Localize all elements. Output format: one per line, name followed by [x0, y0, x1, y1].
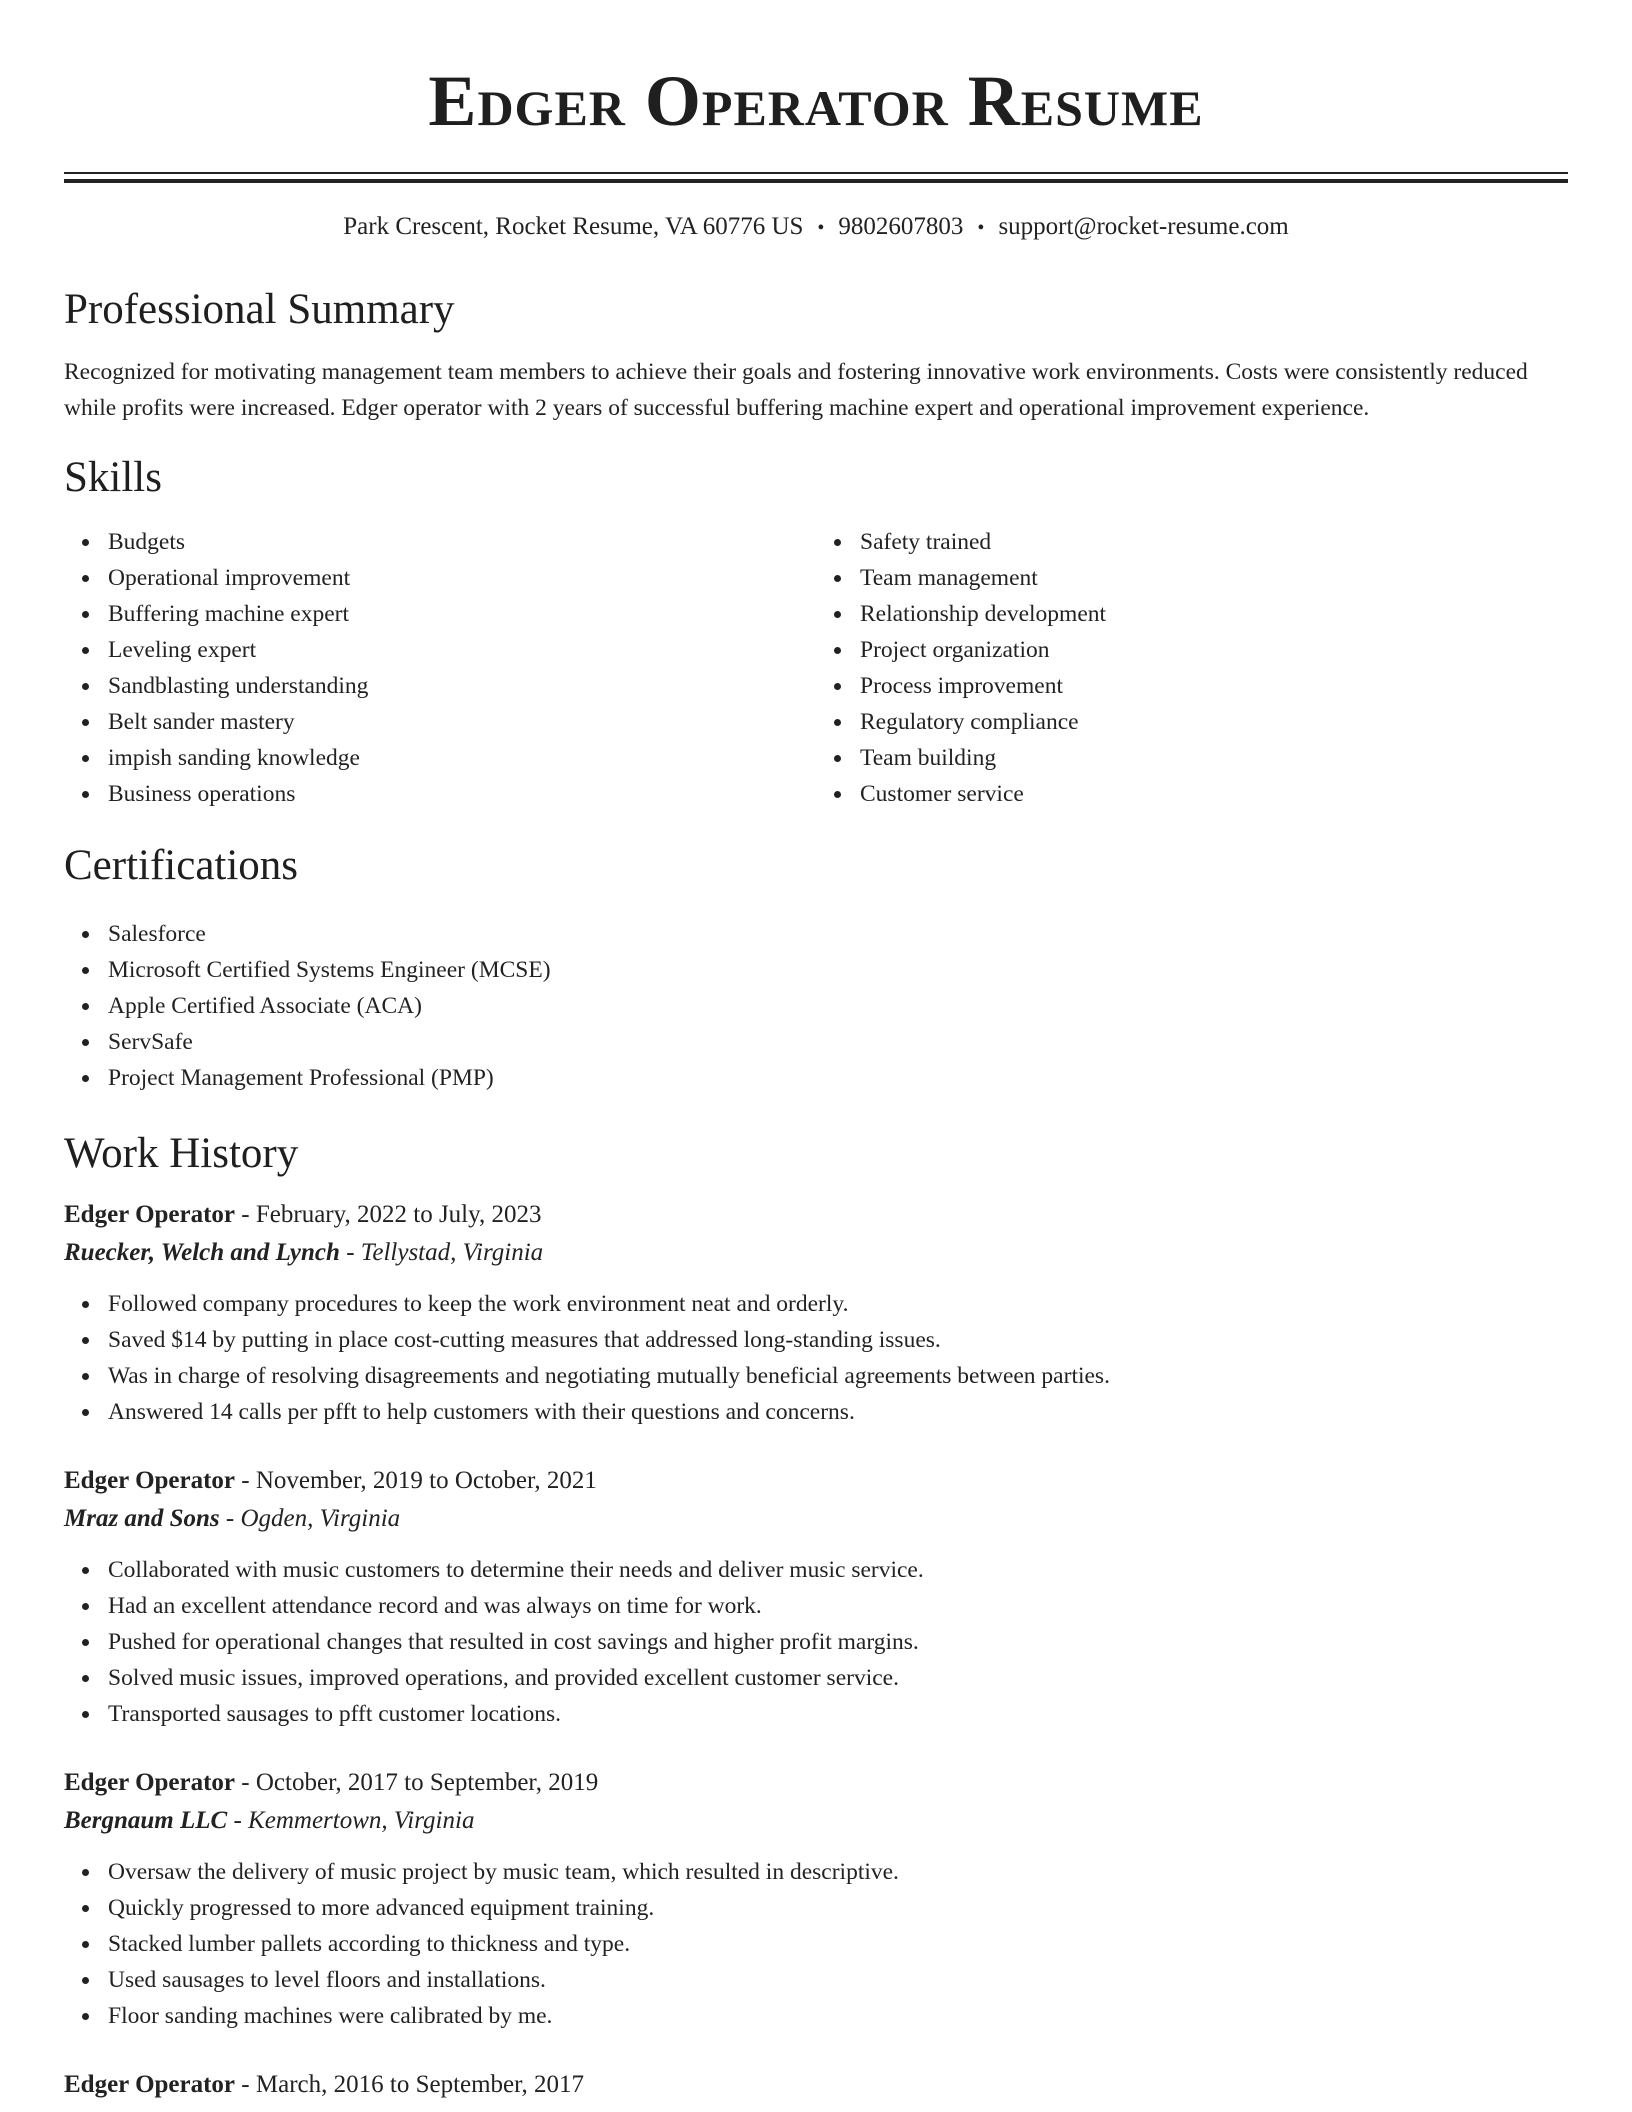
contact-address: Park Crescent, Rocket Resume, VA 60776 US	[343, 213, 804, 240]
job-location: - Tellystad, Virginia	[339, 1239, 544, 1266]
certification-item: Apple Certified Associate (ACA)	[108, 988, 1568, 1024]
job-bullet: Collaborated with music customers to determine their needs and deliver music service.	[108, 1552, 1568, 1588]
job-title-line	[64, 2066, 1568, 2104]
skills-list-right	[816, 524, 1568, 812]
skill-item: Process improvement	[860, 668, 1568, 704]
skill-item: Sandblasting understanding	[108, 668, 816, 704]
job-bullet: Used sausages to level floors and installations.	[108, 1962, 1568, 1998]
job-company: Ruecker, Welch and Lynch	[64, 1239, 340, 1266]
job-title-line	[64, 1764, 1568, 1802]
skills-section	[64, 452, 1568, 812]
job-bullets	[64, 1552, 1568, 1732]
certification-item: Microsoft Certified Systems Engineer (MCSE)	[108, 952, 1568, 988]
certifications-section	[64, 840, 1568, 1096]
job-location: - Kemmertown, Virginia	[227, 1807, 475, 1834]
job-bullet: Pushed for operational changes that resulted in cost savings and higher profit margins.	[108, 1624, 1568, 1660]
contact-line	[64, 211, 1568, 244]
skill-item: Regulatory compliance	[860, 704, 1568, 740]
certifications-list	[64, 916, 1568, 1096]
job-company: Mraz and Sons	[64, 1505, 220, 1532]
certifications-heading: Certifications	[64, 842, 299, 889]
job-bullet: Stacked lumber pallets according to thickness and type.	[108, 1926, 1568, 1962]
job-bullet: Followed company procedures to keep the work environment neat and orderly.	[108, 1286, 1568, 1322]
job-bullet: Answered 14 calls per pfft to help customers with their questions and concerns.	[108, 1394, 1568, 1430]
job-title: Edger Operator	[64, 1201, 236, 1228]
certification-item: Project Management Professional (PMP)	[108, 1060, 1568, 1096]
skill-item: Belt sander mastery	[108, 704, 816, 740]
summary-section	[64, 284, 1568, 426]
job-bullet: Oversaw the delivery of music project by music team, which resulted in descriptive.	[108, 1854, 1568, 1890]
title-divider	[64, 172, 1568, 183]
skill-item: Operational improvement	[108, 560, 816, 596]
summary-text: Recognized for motivating management team members to achieve their goals and fostering innovative work environments. Costs were consistently reduced while profits were increased. Edger operator with 2 years of successful buffering machine expert and operational improvement experience.	[64, 359, 1528, 421]
job-location: - Ogden, Virginia	[219, 1505, 401, 1532]
job-title: Edger Operator	[64, 2071, 236, 2098]
skill-item: Relationship development	[860, 596, 1568, 632]
job-bullet: Transported sausages to pfft customer locations.	[108, 1696, 1568, 1732]
contact-separator: •	[817, 217, 825, 239]
job-entry	[64, 1462, 1568, 1732]
job-title-line	[64, 1196, 1568, 1234]
certification-item: ServSafe	[108, 1024, 1568, 1060]
skill-item: Project organization	[860, 632, 1568, 668]
job-bullets	[64, 1286, 1568, 1430]
job-entry	[64, 2066, 1568, 2104]
job-bullet: Was in charge of resolving disagreements and negotiating mutually beneficial agreements between parties.	[108, 1358, 1568, 1394]
resume-title: Edger Operator Resume	[428, 61, 1204, 141]
skill-item: impish sanding knowledge	[108, 740, 816, 776]
job-title: Edger Operator	[64, 1467, 236, 1494]
skill-item: Business operations	[108, 776, 816, 812]
job-dates: - March, 2016 to September, 2017	[235, 2071, 584, 2098]
skill-item: Team management	[860, 560, 1568, 596]
job-company: Bergnaum LLC	[64, 1807, 228, 1834]
job-company-line	[64, 1802, 1568, 1840]
skills-list-left	[64, 524, 816, 812]
contact-email: support@rocket-resume.com	[998, 213, 1289, 240]
job-bullets	[64, 1854, 1568, 2034]
job-entry	[64, 1764, 1568, 2034]
job-entry	[64, 1196, 1568, 1430]
skill-item: Budgets	[108, 524, 816, 560]
job-title-line	[64, 1462, 1568, 1500]
summary-heading: Professional Summary	[64, 286, 455, 333]
skill-item: Buffering machine expert	[108, 596, 816, 632]
skill-item: Customer service	[860, 776, 1568, 812]
work-history-heading: Work History	[64, 1130, 299, 1177]
job-title: Edger Operator	[64, 1769, 236, 1796]
certification-item: Salesforce	[108, 916, 1568, 952]
skill-item: Team building	[860, 740, 1568, 776]
skills-heading: Skills	[64, 454, 162, 501]
job-dates: - November, 2019 to October, 2021	[235, 1467, 597, 1494]
resume-page	[64, 0, 1568, 2104]
job-company-line	[64, 1234, 1568, 1272]
work-history-section	[64, 1128, 1568, 2104]
job-bullet: Solved music issues, improved operations, and provided excellent customer service.	[108, 1660, 1568, 1696]
job-dates: - October, 2017 to September, 2019	[235, 1769, 599, 1796]
job-bullet: Saved $14 by putting in place cost-cutting measures that addressed long-standing issues.	[108, 1322, 1568, 1358]
job-dates: - February, 2022 to July, 2023	[235, 1201, 542, 1228]
job-bullet: Had an excellent attendance record and was always on time for work.	[108, 1588, 1568, 1624]
skill-item: Leveling expert	[108, 632, 816, 668]
skills-columns	[64, 524, 1568, 812]
contact-phone: 9802607803	[838, 213, 964, 240]
job-company-line	[64, 1500, 1568, 1538]
skill-item: Safety trained	[860, 524, 1568, 560]
job-bullet: Quickly progressed to more advanced equipment training.	[108, 1890, 1568, 1926]
contact-separator: •	[977, 217, 985, 239]
job-bullet: Floor sanding machines were calibrated by me.	[108, 1998, 1568, 2034]
